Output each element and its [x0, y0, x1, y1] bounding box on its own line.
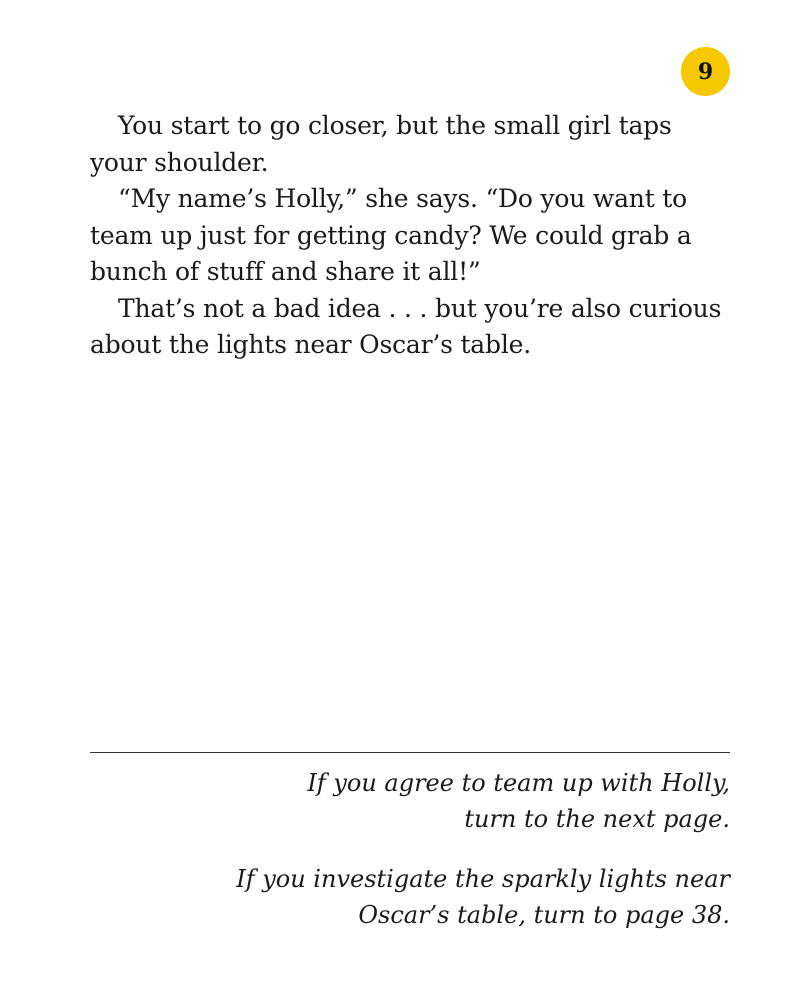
choice-text: Oscar’s table, turn to page 38. — [358, 901, 730, 929]
paragraph: That’s not a bad idea . . . but you’re also curious about the lights near Oscar’s table. — [90, 293, 722, 359]
paragraph: You start to go closer, but the small girl taps your shoulder. — [90, 111, 672, 177]
page-number-badge — [681, 47, 730, 96]
choice-text: If you investigate the sparkly lights near — [236, 865, 730, 893]
choice-investigate — [90, 861, 730, 933]
page-number: 9 — [697, 58, 714, 85]
section-divider — [90, 752, 730, 753]
paragraph: “My name’s Holly,” she says. “Do you want to team up just for getting candy? We could grab a bunch of stuff and share it all!” — [90, 184, 692, 286]
choice-text: If you agree to team up with Holly, — [307, 769, 730, 797]
choice-team-up — [90, 765, 730, 837]
choices — [90, 765, 730, 933]
choice-text: turn to the next page. — [464, 805, 730, 833]
story-text — [90, 108, 730, 364]
